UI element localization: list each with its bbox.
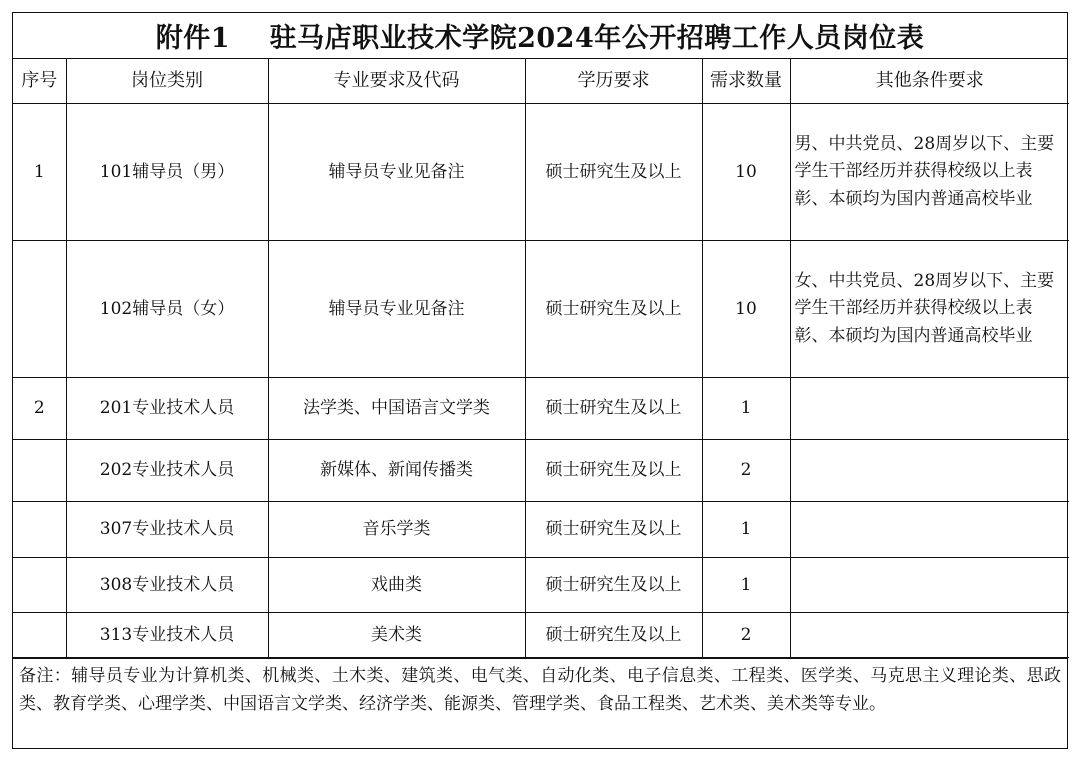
cell-other (790, 613, 1069, 658)
cell-count: 10 (702, 104, 790, 241)
cell-post: 202专业技术人员 (66, 440, 268, 502)
table-row (13, 241, 1069, 378)
header-seq: 序号 (13, 59, 66, 104)
cell-major: 辅导员专业见备注 (268, 241, 525, 378)
header-major: 专业要求及代码 (268, 59, 525, 104)
cell-post: 101辅导员（男） (66, 104, 268, 241)
cell-seq: 1 (13, 104, 66, 241)
cell-seq: 2 (13, 378, 66, 440)
table-row (13, 378, 1069, 440)
table-row (13, 558, 1069, 613)
table-row (13, 104, 1069, 241)
header-other: 其他条件要求 (790, 59, 1069, 104)
cell-education: 硕士研究生及以上 (525, 558, 702, 613)
header-post: 岗位类别 (66, 59, 268, 104)
table-row (13, 502, 1069, 558)
header-count: 需求数量 (702, 59, 790, 104)
cell-seq (13, 241, 66, 378)
cell-seq (13, 440, 66, 502)
cell-count: 1 (702, 378, 790, 440)
cell-count: 10 (702, 241, 790, 378)
cell-other (790, 558, 1069, 613)
cell-post: 307专业技术人员 (66, 502, 268, 558)
cell-major: 戏曲类 (268, 558, 525, 613)
cell-post: 313专业技术人员 (66, 613, 268, 658)
cell-other (790, 502, 1069, 558)
cell-education: 硕士研究生及以上 (525, 613, 702, 658)
cell-seq (13, 613, 66, 658)
cell-other: 女、中共党员、28周岁以下、主要学生干部经历并获得校级以上表彰、本硕均为国内普通高校毕业 (790, 241, 1069, 378)
cell-count: 2 (702, 440, 790, 502)
cell-post: 308专业技术人员 (66, 558, 268, 613)
cell-post: 201专业技术人员 (66, 378, 268, 440)
cell-count: 1 (702, 558, 790, 613)
cell-major: 音乐学类 (268, 502, 525, 558)
positions-table (13, 59, 1069, 658)
table-header-row (13, 59, 1069, 104)
cell-other (790, 378, 1069, 440)
job-posting-sheet (12, 12, 1068, 749)
cell-other: 男、中共党员、28周岁以下、主要学生干部经历并获得校级以上表彰、本硕均为国内普通高校毕业 (790, 104, 1069, 241)
table-row (13, 613, 1069, 658)
cell-seq (13, 502, 66, 558)
document-title: 附件1 驻马店职业技术学院2024年公开招聘工作人员岗位表 (13, 13, 1067, 59)
cell-education: 硕士研究生及以上 (525, 104, 702, 241)
cell-major: 辅导员专业见备注 (268, 104, 525, 241)
cell-major: 新媒体、新闻传播类 (268, 440, 525, 502)
cell-major: 法学类、中国语言文学类 (268, 378, 525, 440)
footnote-remarks: 备注：辅导员专业为计算机类、机械类、土木类、建筑类、电气类、自动化类、电子信息类、工程类、医学类、马克思主义理论类、思政类、教育学类、心理学类、中国语言文学类、经济学类、能源类、管理学类、食品工程类、艺术类、美术类等专业。 (13, 658, 1067, 722)
cell-post: 102辅导员（女） (66, 241, 268, 378)
cell-education: 硕士研究生及以上 (525, 440, 702, 502)
cell-count: 2 (702, 613, 790, 658)
cell-education: 硕士研究生及以上 (525, 502, 702, 558)
cell-major: 美术类 (268, 613, 525, 658)
cell-seq (13, 558, 66, 613)
cell-education: 硕士研究生及以上 (525, 241, 702, 378)
cell-other (790, 440, 1069, 502)
table-row (13, 440, 1069, 502)
header-education: 学历要求 (525, 59, 702, 104)
cell-education: 硕士研究生及以上 (525, 378, 702, 440)
cell-count: 1 (702, 502, 790, 558)
